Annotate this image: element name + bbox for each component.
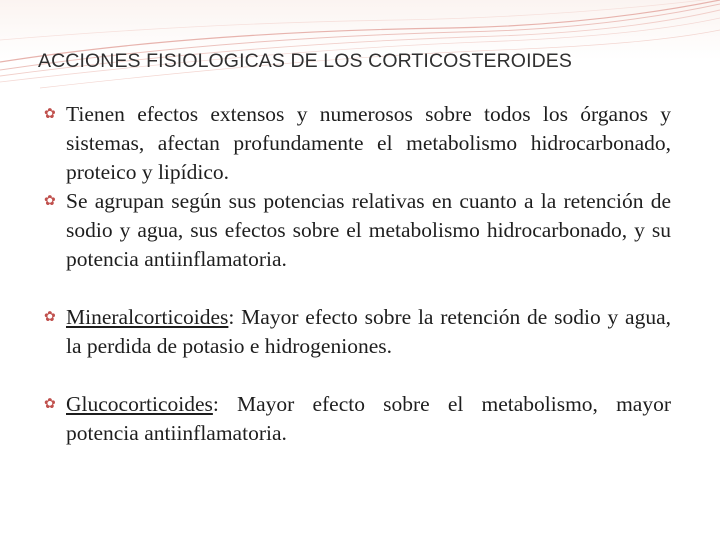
- bullet-text: : Mayor efecto sobre la retención de sodio y agua, la perdida de potasio e hidrogeniones.: [66, 305, 671, 358]
- bullet-item: [44, 390, 671, 448]
- bullet-item: [44, 100, 671, 187]
- bullet-text: : Mayor efecto sobre el metabolismo, mayor potencia antiinflamatoria.: [66, 392, 671, 445]
- decorative-header-lines: [0, 0, 720, 90]
- feather-bullet-icon: ✿: [44, 107, 56, 122]
- bullet-item: [44, 187, 671, 274]
- bullet-item: [44, 303, 671, 361]
- slide-content: [44, 100, 671, 448]
- feather-bullet-icon: ✿: [44, 194, 56, 209]
- bullet-term: Glucocorticoides: [66, 392, 213, 416]
- slide-title: ACCIONES FISIOLOGICAS DE LOS CORTICOSTEROIDES: [38, 50, 572, 72]
- bullet-term: Mineralcorticoides: [66, 305, 229, 329]
- feather-bullet-icon: ✿: [44, 397, 56, 412]
- bullet-text: Se agrupan según sus potencias relativas en cuanto a la retención de sodio y agua, sus efectos sobre el metabolismo hidrocarbonado, y su potencia antiinflamatoria.: [66, 189, 671, 271]
- feather-bullet-icon: ✿: [44, 310, 56, 325]
- bullet-text: Tienen efectos extensos y numerosos sobre todos los órganos y sistemas, afectan profundamente el metabolismo hidrocarbonado, proteico y lipídico.: [66, 102, 671, 184]
